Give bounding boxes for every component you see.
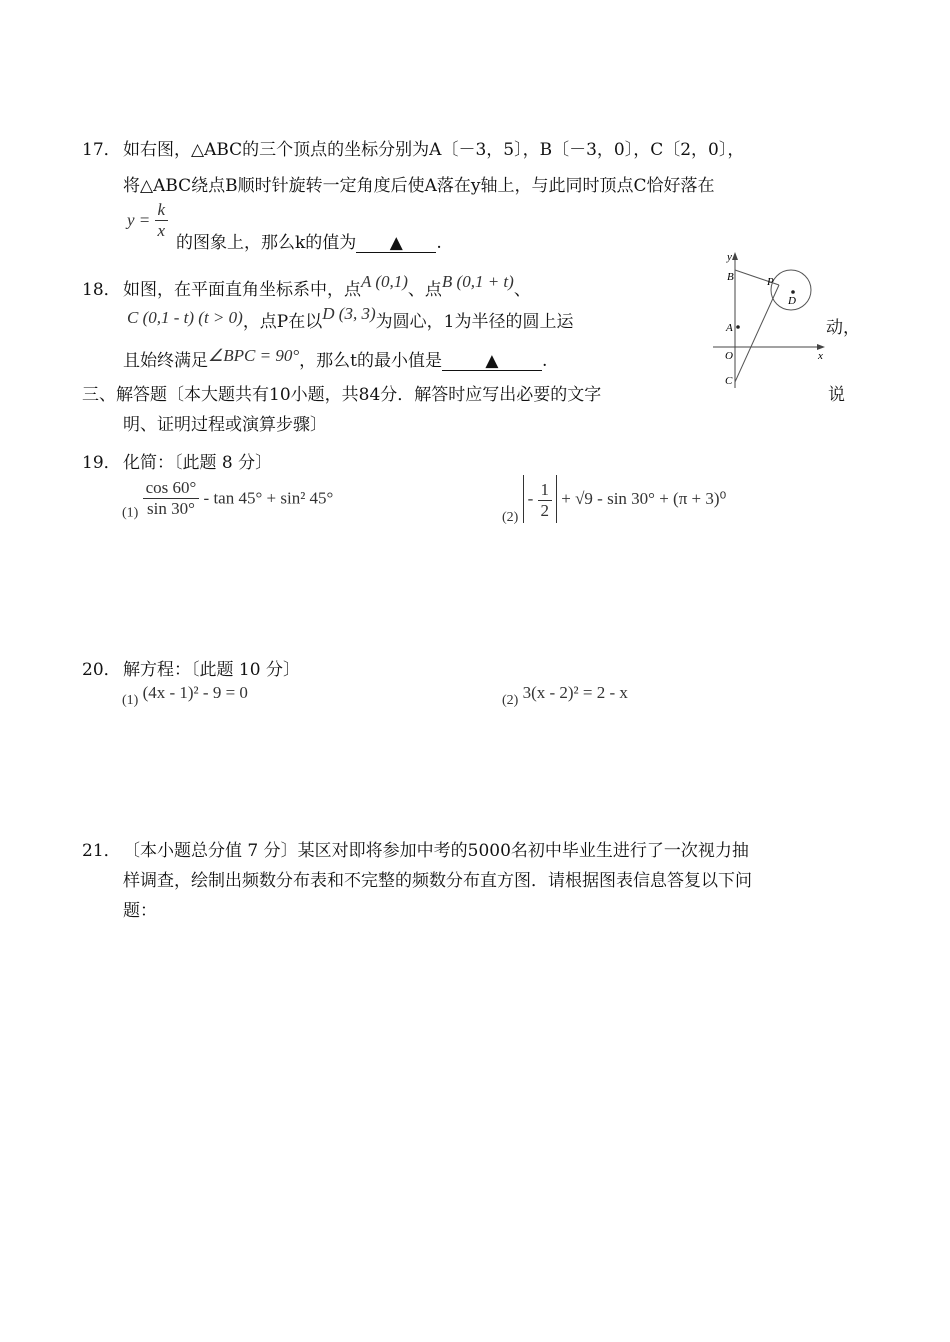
point-d: D (3, 3) xyxy=(322,304,376,323)
coordinate-figure xyxy=(705,248,830,393)
section-3-line-1-end: 说 xyxy=(828,385,845,405)
q17-end: . xyxy=(436,233,442,253)
q19-p1-den: sin 30° xyxy=(146,499,195,518)
label-p: P xyxy=(767,276,774,288)
q19-abs-num: 1 xyxy=(538,480,553,501)
q19-p2-rest: + √9 - sin 30° + (π + 3)⁰ xyxy=(561,489,727,508)
q18-line-3-b: ，那么t的最小值是 xyxy=(299,351,442,371)
y-axis-arrow xyxy=(732,252,738,260)
label-c: C xyxy=(725,375,733,387)
q18-number: 18． xyxy=(82,280,121,300)
q17-answer-blank[interactable]: ▲ xyxy=(356,234,436,253)
q19-number: 19． xyxy=(82,453,121,473)
q21-line-3: 题： xyxy=(123,901,157,921)
angle-bpc: ∠BPC = 90° xyxy=(208,346,300,365)
segment-cp xyxy=(735,285,779,382)
q20-part-1 xyxy=(122,683,248,708)
label-y: y xyxy=(727,251,732,263)
q19-title: 化简：〔此题 8 分〕 xyxy=(123,453,273,473)
q18-line-3 xyxy=(123,346,547,371)
q18-line-2-b: 为圆心，1为半径的圆上运 xyxy=(375,312,574,332)
q18-line-2-a: ，点P在以 xyxy=(242,312,323,332)
section-3-line-2: 明、证明过程或演算步骤〕 xyxy=(123,415,327,435)
q17-formula xyxy=(127,200,168,241)
label-a: A xyxy=(726,322,733,334)
q17-formula-num: k xyxy=(155,200,169,221)
point-c: C (0,1 - t) (t > 0) xyxy=(127,308,243,327)
q18-end: . xyxy=(541,351,548,371)
q21-line-2: 样调查，绘制出频数分布表和不完整的频数分布直方图．请根据图表信息答复以下问 xyxy=(123,871,752,891)
q21-line-1: 〔本小题总分值 7 分〕某区对即将参加中考的5000名初中毕业生进行了一次视力抽 xyxy=(123,841,749,861)
point-a: A (0,1) xyxy=(361,272,408,291)
q21-number: 21． xyxy=(82,841,121,861)
label-b: B xyxy=(727,271,734,283)
q20-title: 解方程：〔此题 10 分〕 xyxy=(123,660,300,680)
section-3-line-1: 三、解答题〔本大题共有10小题，共84分．解答时应写出必要的文字 xyxy=(82,385,602,405)
label-o: O xyxy=(725,350,733,362)
q17-number: 17． xyxy=(82,140,121,160)
q18-line-1 xyxy=(123,272,531,300)
label-x: x xyxy=(818,350,823,362)
q20-part-2 xyxy=(502,683,628,708)
q17-formula-lhs: y = xyxy=(127,210,151,230)
q18-answer-blank[interactable]: ▲ xyxy=(442,352,542,371)
q20-part-1-label: (1) xyxy=(122,693,139,708)
q19-part-2-label: (2) xyxy=(502,509,519,525)
q19-part-2 xyxy=(502,475,726,526)
q19-part-1 xyxy=(122,478,333,521)
q17-formula-den: x xyxy=(157,221,166,240)
q19-p1-rest: - tan 45° + sin² 45° xyxy=(203,488,334,508)
q19-abs-sign: - xyxy=(527,489,534,508)
q18-line-1-c: 、 xyxy=(513,280,531,300)
q18-line-2 xyxy=(127,304,574,332)
q17-line-1: 如右图，△ABC的三个顶点的坐标分别为A〔－3，5〕，B〔－3，0〕，C〔2，0〕， xyxy=(123,140,745,160)
q18-line-1-a: 如图，在平面直角坐标系中，点 xyxy=(123,280,361,300)
q17-line-3-text: 的图象上，那么k的值为 xyxy=(176,233,357,253)
q18-line-3-a: 且始终满足 xyxy=(123,351,208,371)
center-d-dot xyxy=(791,290,795,294)
point-b: B (0,1 + t) xyxy=(441,272,514,291)
q20-part-2-label: (2) xyxy=(502,693,519,708)
label-d: D xyxy=(788,295,796,307)
q19-abs-den: 2 xyxy=(540,500,549,520)
q20-p1-expr: (4x - 1)² - 9 = 0 xyxy=(142,683,248,702)
q17-line-2: 将△ABC绕点B顺时针旋转一定角度后使A落在y轴上，与此同时顶点C恰好落在 xyxy=(123,176,715,196)
q17-line-3 xyxy=(176,228,442,253)
q19-part-1-label: (1) xyxy=(122,505,139,521)
q18-line-2-end: 动， xyxy=(826,318,860,338)
q20-number: 20． xyxy=(82,660,121,680)
q19-p1-num: cos 60° xyxy=(143,478,200,499)
q19-abs-value xyxy=(523,475,557,523)
point-a-dot xyxy=(736,325,740,329)
q20-p2-expr: 3(x - 2)² = 2 - x xyxy=(522,683,628,702)
q18-line-1-b: 、点 xyxy=(407,280,442,300)
